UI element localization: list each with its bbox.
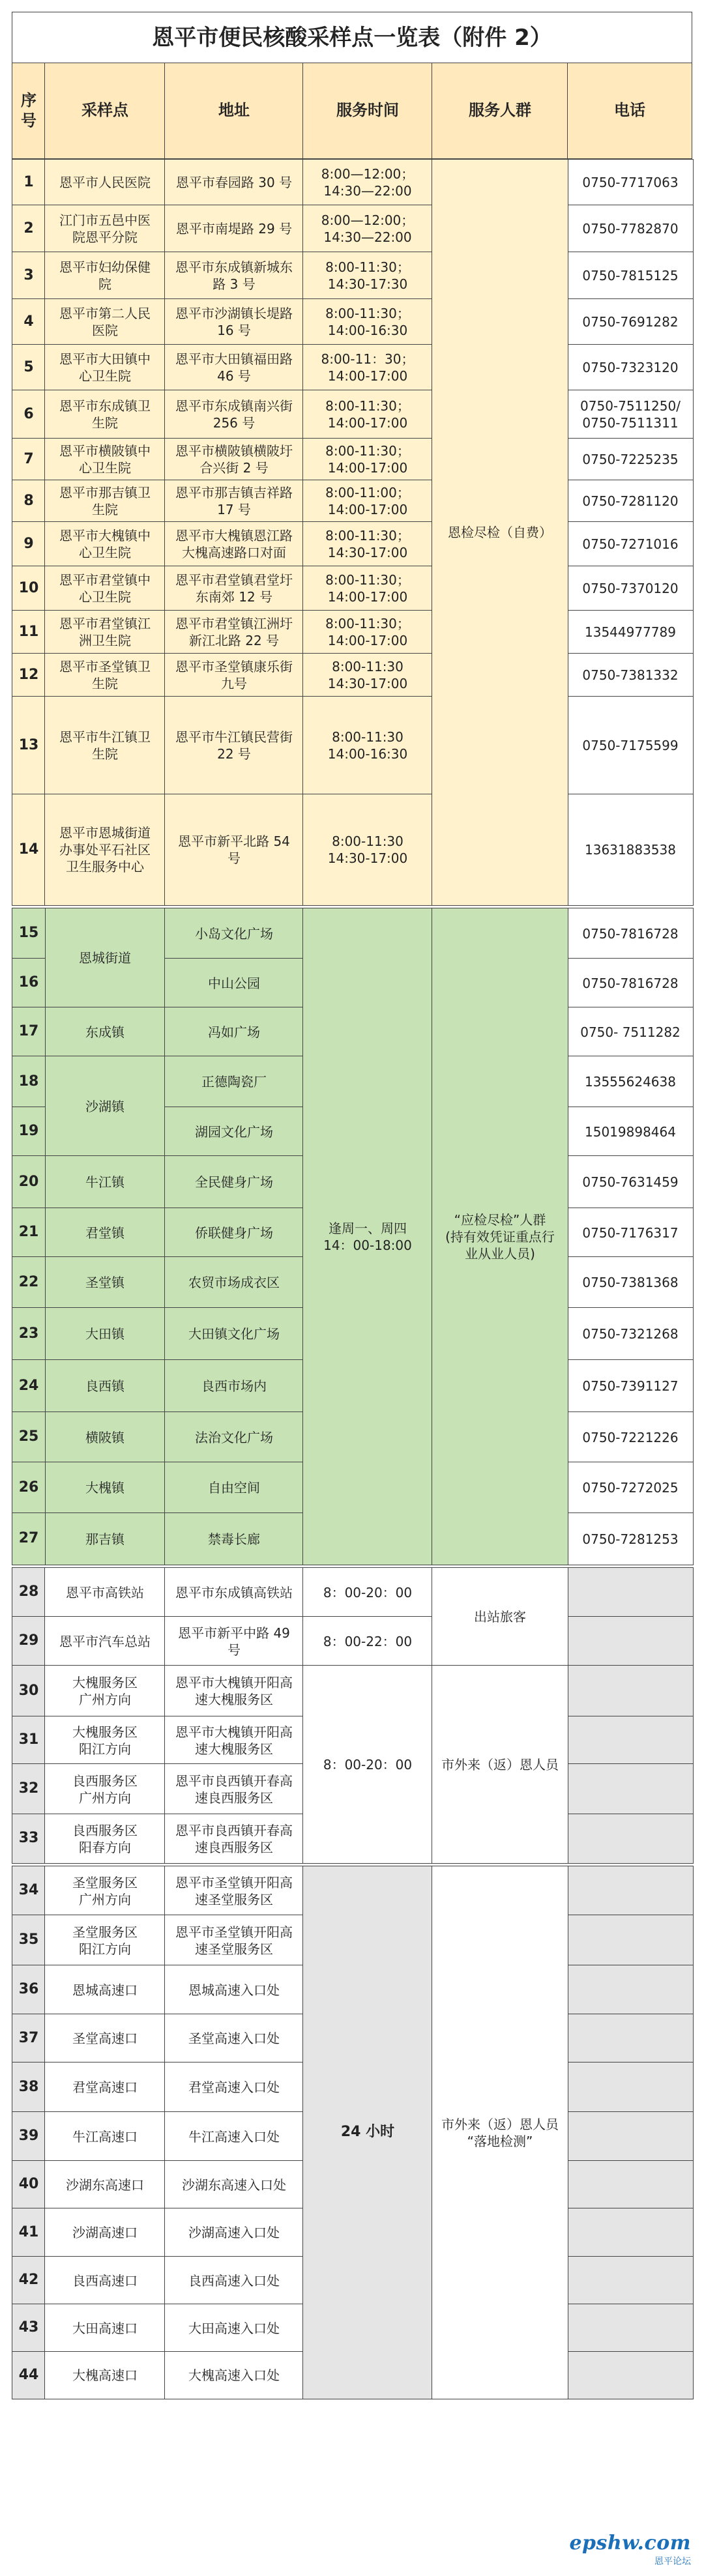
row-number: 42 xyxy=(12,2256,46,2305)
town-name: 沙湖镇 xyxy=(44,1056,166,1157)
town-name: 大槐镇 xyxy=(44,1462,166,1514)
phone-number: 13555624638 xyxy=(567,1056,694,1108)
phone-number: 13631883538 xyxy=(567,794,694,906)
header-time: 服务时间 xyxy=(302,63,433,159)
site-name: 恩平市汽车总站 xyxy=(44,1616,166,1666)
watermark-subtitle: 恩平论坛 xyxy=(654,2556,691,2567)
phone-number: 0750-7691282 xyxy=(567,298,694,345)
phone-number: 0750-7221226 xyxy=(567,1411,694,1463)
site-address: 恩平市圣堂镇康乐街 九号 xyxy=(164,653,304,697)
row-number: 22 xyxy=(12,1256,46,1309)
phone-number: 0750-7782870 xyxy=(567,205,694,253)
site-address: 恩平市横陂镇横陂圩 合兴街 2 号 xyxy=(164,438,304,481)
row-number: 40 xyxy=(12,2160,46,2209)
row-number: 16 xyxy=(12,958,46,1008)
site-address: 恩平市牛江镇民营街 22 号 xyxy=(164,696,304,795)
row-number: 4 xyxy=(12,298,46,345)
site-name: 大槐服务区 广州方向 xyxy=(44,1665,166,1717)
site-address: 君堂高速入口处 xyxy=(164,2062,304,2113)
service-time-group2: 逢周一、周四 14：00-18:00 xyxy=(302,908,433,1565)
site-address: 小岛文化广场 xyxy=(164,908,304,959)
row-number: 7 xyxy=(12,438,46,481)
phone-number-empty xyxy=(567,2014,694,2063)
site-address: 恩平市君堂镇君堂圩 东南郊 12 号 xyxy=(164,566,304,611)
service-time-group4: 24 小时 xyxy=(302,1866,433,2399)
site-name: 恩平市东成镇卫 生院 xyxy=(44,390,166,439)
site-name: 圣堂服务区 阳江方向 xyxy=(44,1915,166,1966)
service-time-group3: 8：00-20：00 xyxy=(302,1665,433,1864)
row-number: 6 xyxy=(12,390,46,439)
phone-number: 0750-7717063 xyxy=(567,159,694,206)
phone-number: 0750-7281253 xyxy=(567,1512,694,1565)
site-address: 法治文化广场 xyxy=(164,1411,304,1463)
phone-number-empty xyxy=(567,2062,694,2113)
site-name: 恩平市横陂镇中 心卫生院 xyxy=(44,438,166,481)
town-name: 良西镇 xyxy=(44,1359,166,1413)
row-number: 20 xyxy=(12,1155,46,1209)
site-name: 大田高速口 xyxy=(44,2304,166,2352)
phone-number-empty xyxy=(567,1866,694,1916)
service-time: 8:00—12:00； 14:30—22:00 xyxy=(302,205,433,253)
site-address: 沙湖高速入口处 xyxy=(164,2208,304,2257)
service-time: 8：00-22：00 xyxy=(302,1616,433,1666)
site-address: 恩平市良西镇开春高 速良西服务区 xyxy=(164,1814,304,1864)
site-address: 恩平市大槐镇恩江路 大槐高速路口对面 xyxy=(164,521,304,567)
site-name: 大槐高速口 xyxy=(44,2351,166,2399)
row-number: 9 xyxy=(12,521,46,567)
service-people-service-area: 市外来（返）恩人员 xyxy=(432,1665,568,1864)
row-number: 21 xyxy=(12,1208,46,1258)
site-address: 良西高速入口处 xyxy=(164,2256,304,2305)
site-address: 恩平市春园路 30 号 xyxy=(164,159,304,206)
site-address: 大田高速入口处 xyxy=(164,2304,304,2352)
row-number: 5 xyxy=(12,344,46,391)
site-name: 牛江高速口 xyxy=(44,2111,166,2162)
row-number: 12 xyxy=(12,653,46,697)
row-number: 15 xyxy=(12,908,46,959)
site-address: 恩平市圣堂镇开阳高 速圣堂服务区 xyxy=(164,1866,304,1916)
phone-number-empty xyxy=(567,1567,694,1617)
row-number: 36 xyxy=(12,1965,46,2015)
service-people-group4: 市外来（返）恩人员 “落地检测” xyxy=(432,1866,568,2399)
service-time: 8:00-11:30； 14:00-17:00 xyxy=(302,610,433,654)
row-number: 33 xyxy=(12,1814,46,1864)
phone-number: 0750-7511250/ 0750-7511311 xyxy=(567,390,694,439)
site-name: 良西服务区 广州方向 xyxy=(44,1763,166,1815)
phone-number: 0750-7272025 xyxy=(567,1462,694,1514)
phone-number: 0750-7176317 xyxy=(567,1208,694,1258)
town-name: 恩城街道 xyxy=(44,908,166,1008)
phone-number-empty xyxy=(567,2256,694,2305)
header-phone: 电话 xyxy=(567,63,692,159)
site-name: 江门市五邑中医 院恩平分院 xyxy=(44,205,166,253)
site-name: 沙湖东高速口 xyxy=(44,2160,166,2209)
site-address: 牛江高速入口处 xyxy=(164,2111,304,2162)
phone-number: 0750-7381368 xyxy=(567,1256,694,1309)
site-address: 湖园文化广场 xyxy=(164,1107,304,1157)
header-people: 服务人群 xyxy=(432,63,568,159)
watermark xyxy=(569,2526,691,2572)
phone-number-empty xyxy=(567,1915,694,1966)
site-address: 恩城高速入口处 xyxy=(164,1965,304,2015)
row-number: 24 xyxy=(12,1359,46,1413)
site-address: 恩平市大田镇福田路 46 号 xyxy=(164,344,304,391)
phone-number-empty xyxy=(567,1965,694,2015)
town-name: 横陂镇 xyxy=(44,1411,166,1463)
site-address: 恩平市君堂镇江洲圩 新江北路 22 号 xyxy=(164,610,304,654)
row-number: 23 xyxy=(12,1307,46,1361)
phone-number-empty xyxy=(567,2304,694,2352)
phone-number: 0750-7816728 xyxy=(567,958,694,1008)
site-address: 侨联健身广场 xyxy=(164,1208,304,1258)
row-number: 14 xyxy=(12,794,46,906)
site-address: 恩平市新平中路 49 号 xyxy=(164,1616,304,1666)
row-number: 10 xyxy=(12,566,46,611)
phone-number: 0750-7225235 xyxy=(567,438,694,481)
site-address: 冯如广场 xyxy=(164,1007,304,1057)
row-number: 44 xyxy=(12,2351,46,2399)
phone-number: 0750-7175599 xyxy=(567,696,694,795)
phone-number: 0750-7321268 xyxy=(567,1307,694,1361)
row-number: 25 xyxy=(12,1411,46,1463)
service-time: 8:00-11:30； 14:00-17:00 xyxy=(302,390,433,439)
service-people-group1: 恩检尽检（自费） xyxy=(432,159,568,906)
header-no: 序 号 xyxy=(12,63,46,159)
site-name: 恩平市君堂镇中 心卫生院 xyxy=(44,566,166,611)
site-address: 恩平市东成镇南兴街 256 号 xyxy=(164,390,304,439)
row-number: 27 xyxy=(12,1512,46,1565)
site-name: 圣堂高速口 xyxy=(44,2014,166,2063)
site-name: 恩平市圣堂镇卫 生院 xyxy=(44,653,166,697)
phone-number: 0750-7391127 xyxy=(567,1359,694,1413)
phone-number: 0750-7323120 xyxy=(567,344,694,391)
site-address: 自由空间 xyxy=(164,1462,304,1514)
phone-number: 13544977789 xyxy=(567,610,694,654)
service-time: 8:00-11:00； 14:00-17:00 xyxy=(302,480,433,523)
row-number: 11 xyxy=(12,610,46,654)
site-address: 恩平市良西镇开春高 速良西服务区 xyxy=(164,1763,304,1815)
phone-number: 0750-7370120 xyxy=(567,566,694,611)
row-number: 32 xyxy=(12,1763,46,1815)
town-name: 牛江镇 xyxy=(44,1155,166,1209)
service-time: 8:00-11:30； 14:00-16:30 xyxy=(302,298,433,345)
site-address: 农贸市场成衣区 xyxy=(164,1256,304,1309)
site-name: 恩平市那吉镇卫 生院 xyxy=(44,480,166,523)
site-address: 中山公园 xyxy=(164,958,304,1008)
phone-number-empty xyxy=(567,2208,694,2257)
row-number: 17 xyxy=(12,1007,46,1057)
row-number: 3 xyxy=(12,252,46,300)
table-title: 恩平市便民核酸采样点一览表（附件 2） xyxy=(12,12,692,64)
service-time: 8:00-11:30； 14:30-17:00 xyxy=(302,521,433,567)
service-people-station: 出站旅客 xyxy=(432,1567,568,1666)
site-name: 恩城高速口 xyxy=(44,1965,166,2015)
phone-number-empty xyxy=(567,2351,694,2399)
phone-number-empty xyxy=(567,1716,694,1765)
row-number: 13 xyxy=(12,696,46,795)
site-address: 良西市场内 xyxy=(164,1359,304,1413)
site-address: 恩平市新平北路 54 号 xyxy=(164,794,304,906)
phone-number: 0750-7815125 xyxy=(567,252,694,300)
site-address: 恩平市东成镇高铁站 xyxy=(164,1567,304,1617)
row-number: 1 xyxy=(12,159,46,206)
row-number: 31 xyxy=(12,1716,46,1765)
service-time: 8:00-11:30； 14:00-17:00 xyxy=(302,438,433,481)
site-name: 君堂高速口 xyxy=(44,2062,166,2113)
service-time: 8:00-11:30 14:30-17:00 xyxy=(302,653,433,697)
row-number: 35 xyxy=(12,1915,46,1966)
site-name: 恩平市牛江镇卫 生院 xyxy=(44,696,166,795)
header-address: 地址 xyxy=(164,63,304,159)
service-time: 8:00-11:30 14:30-17:00 xyxy=(302,794,433,906)
site-address: 正德陶瓷厂 xyxy=(164,1056,304,1108)
site-address: 恩平市那吉镇吉祥路 17 号 xyxy=(164,480,304,523)
site-name: 恩平市第二人民 医院 xyxy=(44,298,166,345)
site-name: 恩平市恩城街道 办事处平石社区 卫生服务中心 xyxy=(44,794,166,906)
service-time: 8:00-11:30； 14:00-17:00 xyxy=(302,566,433,611)
site-address: 恩平市圣堂镇开阳高 速圣堂服务区 xyxy=(164,1915,304,1966)
site-address: 圣堂高速入口处 xyxy=(164,2014,304,2063)
site-name: 恩平市人民医院 xyxy=(44,159,166,206)
phone-number-empty xyxy=(567,1665,694,1717)
site-name: 恩平市高铁站 xyxy=(44,1567,166,1617)
row-number: 41 xyxy=(12,2208,46,2257)
row-number: 34 xyxy=(12,1866,46,1916)
site-address: 恩平市大槐镇开阳高 速大槐服务区 xyxy=(164,1665,304,1717)
service-time: 8:00—12:00； 14:30—22:00 xyxy=(302,159,433,206)
phone-number-empty xyxy=(567,2111,694,2162)
site-name: 良西高速口 xyxy=(44,2256,166,2305)
site-address: 大田镇文化广场 xyxy=(164,1307,304,1361)
town-name: 那吉镇 xyxy=(44,1512,166,1565)
site-address: 恩平市南堤路 29 号 xyxy=(164,205,304,253)
site-address: 恩平市沙湖镇长堤路 16 号 xyxy=(164,298,304,345)
row-number: 30 xyxy=(12,1665,46,1717)
site-address: 大槐高速入口处 xyxy=(164,2351,304,2399)
service-time: 8:00-11：30； 14:00-17:00 xyxy=(302,344,433,391)
phone-number: 0750-7281120 xyxy=(567,480,694,523)
town-name: 东成镇 xyxy=(44,1007,166,1057)
row-number: 43 xyxy=(12,2304,46,2352)
site-address: 禁毒长廊 xyxy=(164,1512,304,1565)
row-number: 8 xyxy=(12,480,46,523)
row-number: 2 xyxy=(12,205,46,253)
site-name: 沙湖高速口 xyxy=(44,2208,166,2257)
row-number: 28 xyxy=(12,1567,46,1617)
row-number: 37 xyxy=(12,2014,46,2063)
phone-number: 0750-7816728 xyxy=(567,908,694,959)
town-name: 君堂镇 xyxy=(44,1208,166,1258)
row-number: 18 xyxy=(12,1056,46,1108)
row-number: 29 xyxy=(12,1616,46,1666)
site-address: 沙湖东高速入口处 xyxy=(164,2160,304,2209)
service-time: 8：00-20：00 xyxy=(302,1567,433,1617)
row-number: 39 xyxy=(12,2111,46,2162)
site-address: 恩平市东成镇新城东 路 3 号 xyxy=(164,252,304,300)
phone-number: 15019898464 xyxy=(567,1107,694,1157)
row-number: 38 xyxy=(12,2062,46,2113)
phone-number-empty xyxy=(567,1616,694,1666)
site-name: 恩平市妇幼保健 院 xyxy=(44,252,166,300)
phone-number: 0750- 7511282 xyxy=(567,1007,694,1057)
phone-number: 0750-7271016 xyxy=(567,521,694,567)
service-time: 8:00-11:30； 14:30-17:30 xyxy=(302,252,433,300)
row-number: 26 xyxy=(12,1462,46,1514)
site-name: 恩平市大田镇中 心卫生院 xyxy=(44,344,166,391)
site-name: 良西服务区 阳春方向 xyxy=(44,1814,166,1864)
header-site: 采样点 xyxy=(44,63,166,159)
row-number: 19 xyxy=(12,1107,46,1157)
site-name: 圣堂服务区 广州方向 xyxy=(44,1866,166,1916)
site-name: 恩平市君堂镇江 洲卫生院 xyxy=(44,610,166,654)
town-name: 圣堂镇 xyxy=(44,1256,166,1309)
town-name: 大田镇 xyxy=(44,1307,166,1361)
site-name: 恩平市大槐镇中 心卫生院 xyxy=(44,521,166,567)
site-address: 恩平市大槐镇开阳高 速大槐服务区 xyxy=(164,1716,304,1765)
watermark-logo: epshw.com xyxy=(569,2531,691,2554)
phone-number: 0750-7381332 xyxy=(567,653,694,697)
phone-number-empty xyxy=(567,1814,694,1864)
site-address: 全民健身广场 xyxy=(164,1155,304,1209)
phone-number-empty xyxy=(567,2160,694,2209)
phone-number-empty xyxy=(567,1763,694,1815)
site-name: 大槐服务区 阳江方向 xyxy=(44,1716,166,1765)
phone-number: 0750-7631459 xyxy=(567,1155,694,1209)
service-time: 8:00-11:30 14:00-16:30 xyxy=(302,696,433,795)
service-people-group2: “应检尽检”人群 (持有效凭证重点行 业从业人员) xyxy=(432,908,568,1565)
